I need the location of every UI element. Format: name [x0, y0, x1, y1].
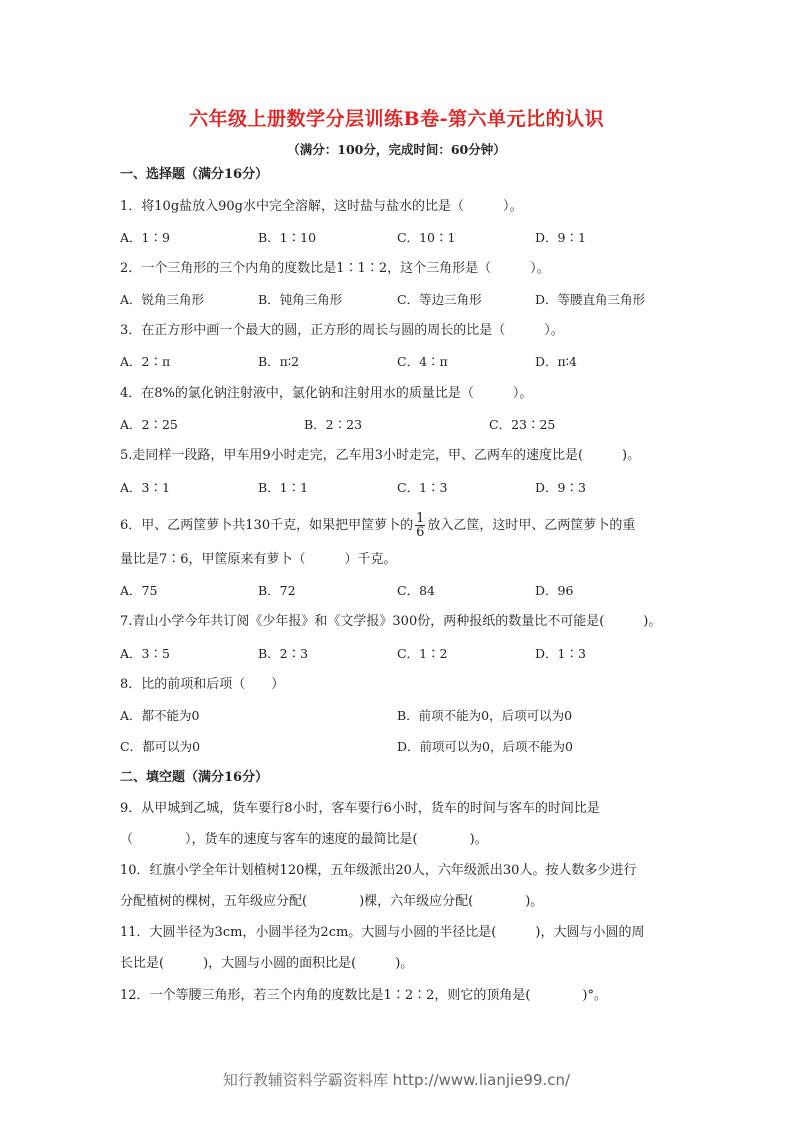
q7-option-c: C．1∶2 [397, 646, 448, 661]
page-title: 六年级上册数学分层训练B卷-第六单元比的认识 [189, 108, 604, 130]
q5-option-c: C．1∶3 [397, 480, 448, 495]
q3-option-c: C．4∶π [397, 354, 448, 369]
question-9-line-1: 9．从甲城到乙城，货车要行8小时，客车要行6小时，货车的时间与客车的时间比是 [120, 801, 600, 816]
question-6-text-a: 6．甲、乙两筐萝卜共130千克，如果把甲筐萝卜的 [120, 518, 414, 533]
q3-option-b: B．π∶2 [258, 354, 300, 369]
question-11-line-2: 长比是( )，大圆与小圆的面积比是( )。 [120, 956, 414, 971]
q4-option-c: C．23∶25 [489, 417, 556, 432]
q6-option-b: B．72 [258, 583, 296, 598]
section-heading-fill: 二、填空题（满分16分） [120, 770, 269, 785]
question-6-text-b: 放入乙筐，这时甲、乙两筐萝卜的重 [427, 518, 636, 533]
fraction-denominator: 6 [416, 525, 425, 540]
question-1: 1．将10g盐放入90g水中完全溶解，这时盐与盐水的比是（ ）。 [120, 199, 523, 214]
question-3: 3．在正方形中画一个最大的圆，正方形的周长与圆的周长的比是（ ）。 [120, 323, 564, 338]
question-6 [120, 512, 635, 539]
q5-option-d: D．9∶3 [535, 480, 586, 495]
q1-option-c: C．10∶1 [397, 230, 456, 245]
q5-option-b: B．1∶1 [258, 480, 309, 495]
q8-option-d: D．前项可以为0，后项不能为0 [397, 739, 573, 754]
q4-option-b: B．2∶23 [304, 417, 363, 432]
question-12: 12．一个等腰三角形，若三个内角的度数比是1∶2∶2，则它的顶角是( )°。 [120, 988, 607, 1003]
page-subtitle: （满分：100分，完成时间：60分钟） [287, 142, 506, 157]
section-heading-choice: 一、选择题（满分16分） [120, 167, 269, 182]
fraction-numerator: 1 [416, 511, 425, 526]
fraction-one-sixth [415, 512, 425, 539]
q6-option-d: D．96 [535, 583, 574, 598]
q8-option-c: C．都可以为0 [120, 739, 201, 754]
q7-option-b: B．2∶3 [258, 646, 309, 661]
q3-option-a: A．2∶π [120, 354, 171, 369]
question-6-line-2: 量比是7∶6，甲筐原来有萝卜（ ）千克。 [120, 552, 397, 567]
question-2: 2．一个三角形的三个内角的度数比是1∶1∶2，这个三角形是（ ）。 [120, 261, 550, 276]
q1-option-b: B．1∶10 [258, 230, 317, 245]
q3-option-d: D．π∶4 [535, 354, 577, 369]
question-7: 7.青山小学今年共订阅《少年报》和《文学报》300份，两种报纸的数量比不可能是( )。 [120, 614, 662, 629]
q2-option-a: A．锐角三角形 [120, 292, 205, 307]
question-10-line-2: 分配植树的棵树，五年级应分配( )棵，六年级应分配( )。 [120, 894, 544, 909]
q8-option-b: B．前项不能为0，后项可以为0 [397, 708, 573, 723]
q1-option-a: A．1∶9 [120, 230, 170, 245]
question-4: 4．在8%的氯化钠注射液中，氯化钠和注射用水的质量比是（ ）。 [120, 386, 533, 401]
q4-option-a: A．2∶25 [120, 417, 178, 432]
q6-option-a: A．75 [120, 583, 158, 598]
q2-option-c: C．等边三角形 [397, 292, 482, 307]
q6-option-c: C．84 [397, 583, 435, 598]
q7-option-a: A．3∶5 [120, 646, 170, 661]
q2-option-d: D．等腰直角三角形 [535, 292, 646, 307]
question-9-line-2: （ ），货车的速度与客车的速度的最简比是( )。 [120, 832, 488, 847]
question-11-line-1: 11．大圆半径为3cm，小圆半径为2cm。大圆与小圆的半径比是( )，大圆与小圆的周 [120, 925, 645, 940]
q5-option-a: A．3∶1 [120, 480, 170, 495]
question-5: 5.走同样一段路，甲车用9小时走完，乙车用3小时走完，甲、乙两车的速度比是( )。 [120, 448, 641, 463]
question-8: 8．比的前项和后项（ ） [120, 677, 285, 692]
q2-option-b: B．钝角三角形 [258, 292, 343, 307]
q8-option-a: A．都不能为0 [120, 708, 200, 723]
question-10-line-1: 10．红旗小学全年计划植树120棵，五年级派出20人，六年级派出30人。按人数多少进行 [120, 863, 637, 878]
q7-option-d: D．1∶3 [535, 646, 586, 661]
footer-watermark: 知行教辅资料学霸资料库 http://www.lianjie99.cn/ [222, 1071, 571, 1089]
q1-option-d: D．9∶1 [535, 230, 586, 245]
